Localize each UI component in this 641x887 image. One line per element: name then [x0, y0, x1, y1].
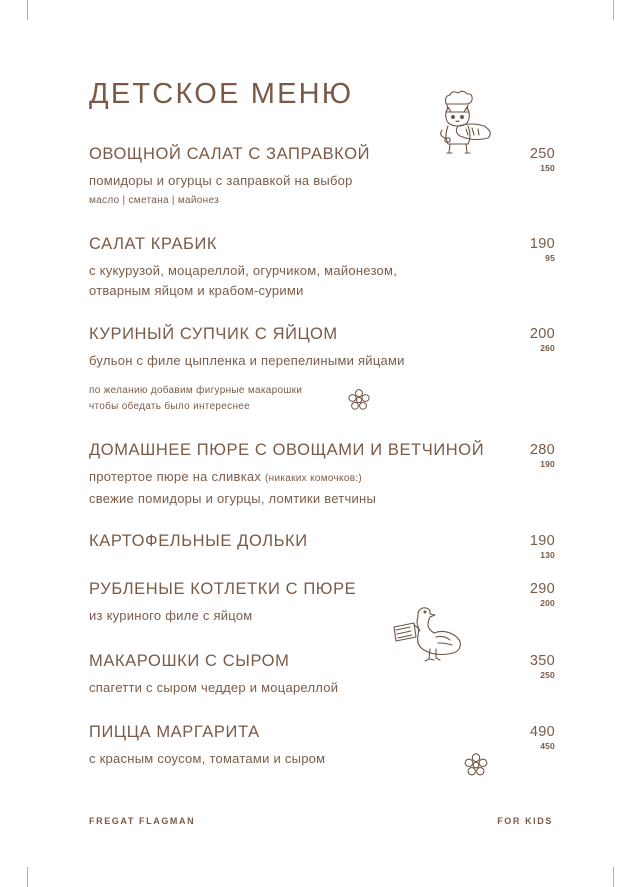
item-weight: 190	[540, 459, 555, 469]
item-name: КУРИНЫЙ СУПЧИК С ЯЙЦОМ	[89, 325, 338, 343]
crop-mark	[613, 0, 614, 20]
item-description: спагетти с сыром чеддер и моцареллой	[89, 680, 339, 695]
item-price: 190	[529, 236, 555, 252]
flower-icon	[346, 388, 372, 412]
item-weight: 260	[540, 343, 555, 353]
flower-icon	[462, 752, 490, 778]
item-name: САЛАТ КРАБИК	[89, 235, 218, 253]
footer-brand: FREGAT FLAGMAN	[89, 816, 196, 826]
item-weight: 450	[540, 741, 555, 751]
item-name: РУБЛЕНЫЕ КОТЛЕТКИ С ПЮРЕ	[89, 580, 357, 598]
crop-mark	[27, 867, 28, 887]
item-price: 200	[529, 326, 555, 342]
item-description-line: с кукурузой, моцареллой, огурчиком, майонезом,	[89, 263, 398, 278]
menu-item	[89, 440, 555, 509]
item-description-text: протертое пюре на сливках	[89, 469, 266, 484]
menu-item	[89, 579, 555, 626]
crop-mark	[613, 867, 614, 887]
item-name: ОВОЩНОЙ САЛАТ С ЗАПРАВКОЙ	[89, 145, 371, 163]
item-note-line: чтобы обедать было интереснее	[89, 401, 251, 412]
item-description	[89, 467, 555, 509]
item-name: МАКАРОШКИ С СЫРОМ	[89, 652, 290, 670]
item-description: бульон с филе цыпленка и перепелиными яйцами	[89, 353, 405, 368]
menu-item	[89, 144, 555, 209]
crop-mark	[27, 0, 28, 20]
item-weight: 250	[540, 670, 555, 680]
item-description-aside: (никаких комочков:)	[265, 473, 363, 484]
item-description: из куриного филе с яйцом	[89, 608, 253, 623]
item-description: помидоры и огурцы с заправкой на выбор	[89, 173, 353, 188]
item-price: 190	[529, 533, 555, 549]
item-note-line: по желанию добавим фигурные макарошки	[89, 385, 303, 396]
item-weight: 130	[540, 550, 555, 560]
item-note	[89, 383, 555, 415]
item-description-line: отварным яйцом и крабом-сурими	[89, 283, 304, 298]
page-title: ДЕТСКОЕ МЕНЮ	[89, 78, 354, 110]
item-weight: 200	[540, 598, 555, 608]
item-price: 250	[529, 146, 555, 162]
item-description	[89, 261, 555, 301]
item-price: 490	[529, 724, 555, 740]
item-weight: 150	[540, 163, 555, 173]
item-price: 290	[529, 581, 555, 597]
menu-item	[89, 324, 555, 415]
footer-section: FOR KIDS	[497, 816, 553, 826]
item-description: с красным соусом, томатами и сыром	[89, 751, 326, 766]
item-description-line	[89, 467, 555, 489]
item-name: КАРТОФЕЛЬНЫЕ ДОЛЬКИ	[89, 532, 308, 550]
item-name: ПИЦЦА МАРГАРИТА	[89, 723, 260, 741]
item-price: 280	[529, 442, 555, 458]
menu-item	[89, 531, 555, 560]
item-price: 350	[529, 653, 555, 669]
item-name: ДОМАШНЕЕ ПЮРЕ С ОВОЩАМИ И ВЕТЧИНОЙ	[89, 441, 485, 459]
item-note: масло | сметана | майонез	[89, 195, 220, 206]
item-description-line: свежие помидоры и огурцы, ломтики ветчины	[89, 491, 377, 506]
menu-item	[89, 234, 555, 301]
menu-item	[89, 651, 555, 698]
item-weight: 95	[545, 253, 555, 263]
